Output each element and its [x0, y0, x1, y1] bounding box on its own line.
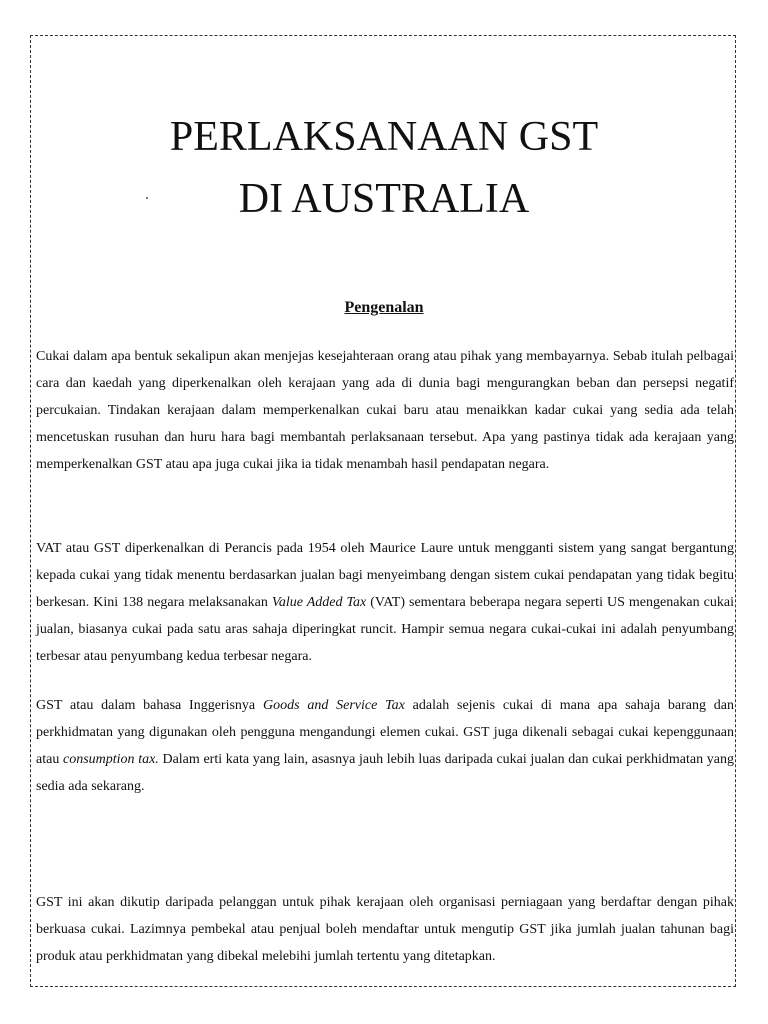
- paragraph-4: GST ini akan dikutip daripada pelanggan untuk pihak kerajaan oleh organisasi perniagaan yang berdaftar dengan pihak berkuasa cukai. Lazimnya pembekal atau penjual boleh mendaftar untuk mengutip GST jika jumlah jualan tahunan bagi produk atau perkhidmatan yang dibekal melebihi jumlah tertentu yang ditetapkan.: [36, 895, 734, 964]
- title-line-2: DI AUSTRALIA: [238, 176, 530, 222]
- paragraph-2-italic: Value Added Tax: [271, 595, 367, 610]
- document-title: [0, 106, 768, 230]
- paragraph-2: [36, 535, 734, 670]
- paragraph-2-text-b: (VAT) sementara beberapa negara seperti US mengenakan cukai jualan, biasanya cukai pada satu aras sahaja diperingkat runcit. Hampir semua negara cukai-cukai ini adalah penyumbang terbesar atau penyumbang kedua terbesar negara.: [36, 595, 734, 664]
- section-heading: Pengenalan: [344, 299, 424, 316]
- paragraph-2-text-a: VAT atau GST diperkenalkan di Perancis pada 1954 oleh Maurice Laure untuk mengganti sistem yang sangat bergantung kepada cukai yang tidak menentu berdasarkan jualan bagi menyeimbang dengan sistem cukai pendapatan yang tidak begitu berkesan. Kini 138 negara melaksanakan: [36, 541, 734, 610]
- title-line-1: PERLAKSANAAN GST: [169, 114, 599, 160]
- paragraph-1: Cukai dalam apa bentuk sekalipun akan menjejas kesejahteraan orang atau pihak yang membayarnya. Sebab itulah pelbagai cara dan kaedah yang diperkenalkan oleh kerajaan yang ada di dunia bagi mengurangkan beban dan persepsi negatif percukaian. Tindakan kerajaan dalam memperkenalkan cukai baru atau menaikkan kadar cukai yang sedia ada telah mencetuskan rusuhan dan huru hara bagi membantah perlaksanaan tersebut. Apa yang pastinya tidak ada kerajaan yang memperkenalkan GST atau apa juga cukai jika ia tidak menambah hasil pendapatan negara.: [36, 349, 734, 472]
- paragraph-3-italic-2: consumption tax.: [62, 752, 159, 767]
- paragraph-3-text-b: adalah sejenis cukai di mana apa sahaja barang dan perkhidmatan yang digunakan oleh pengguna mengandungi elemen cukai. GST juga dikenali sebagai cukai kepenggunaan atau: [36, 698, 735, 767]
- paragraph-3: [36, 692, 734, 800]
- paragraph-3-text-c: Dalam erti kata yang lain, asasnya jauh lebih luas daripada cukai jualan dan cukai perkhidmatan yang sedia ada sekarang.: [36, 752, 735, 794]
- paragraph-3-italic-1: Goods and Service Tax: [262, 698, 405, 713]
- stray-dot: [146, 197, 148, 199]
- paragraph-3-text-a: GST atau dalam bahasa Inggerisnya: [36, 698, 263, 713]
